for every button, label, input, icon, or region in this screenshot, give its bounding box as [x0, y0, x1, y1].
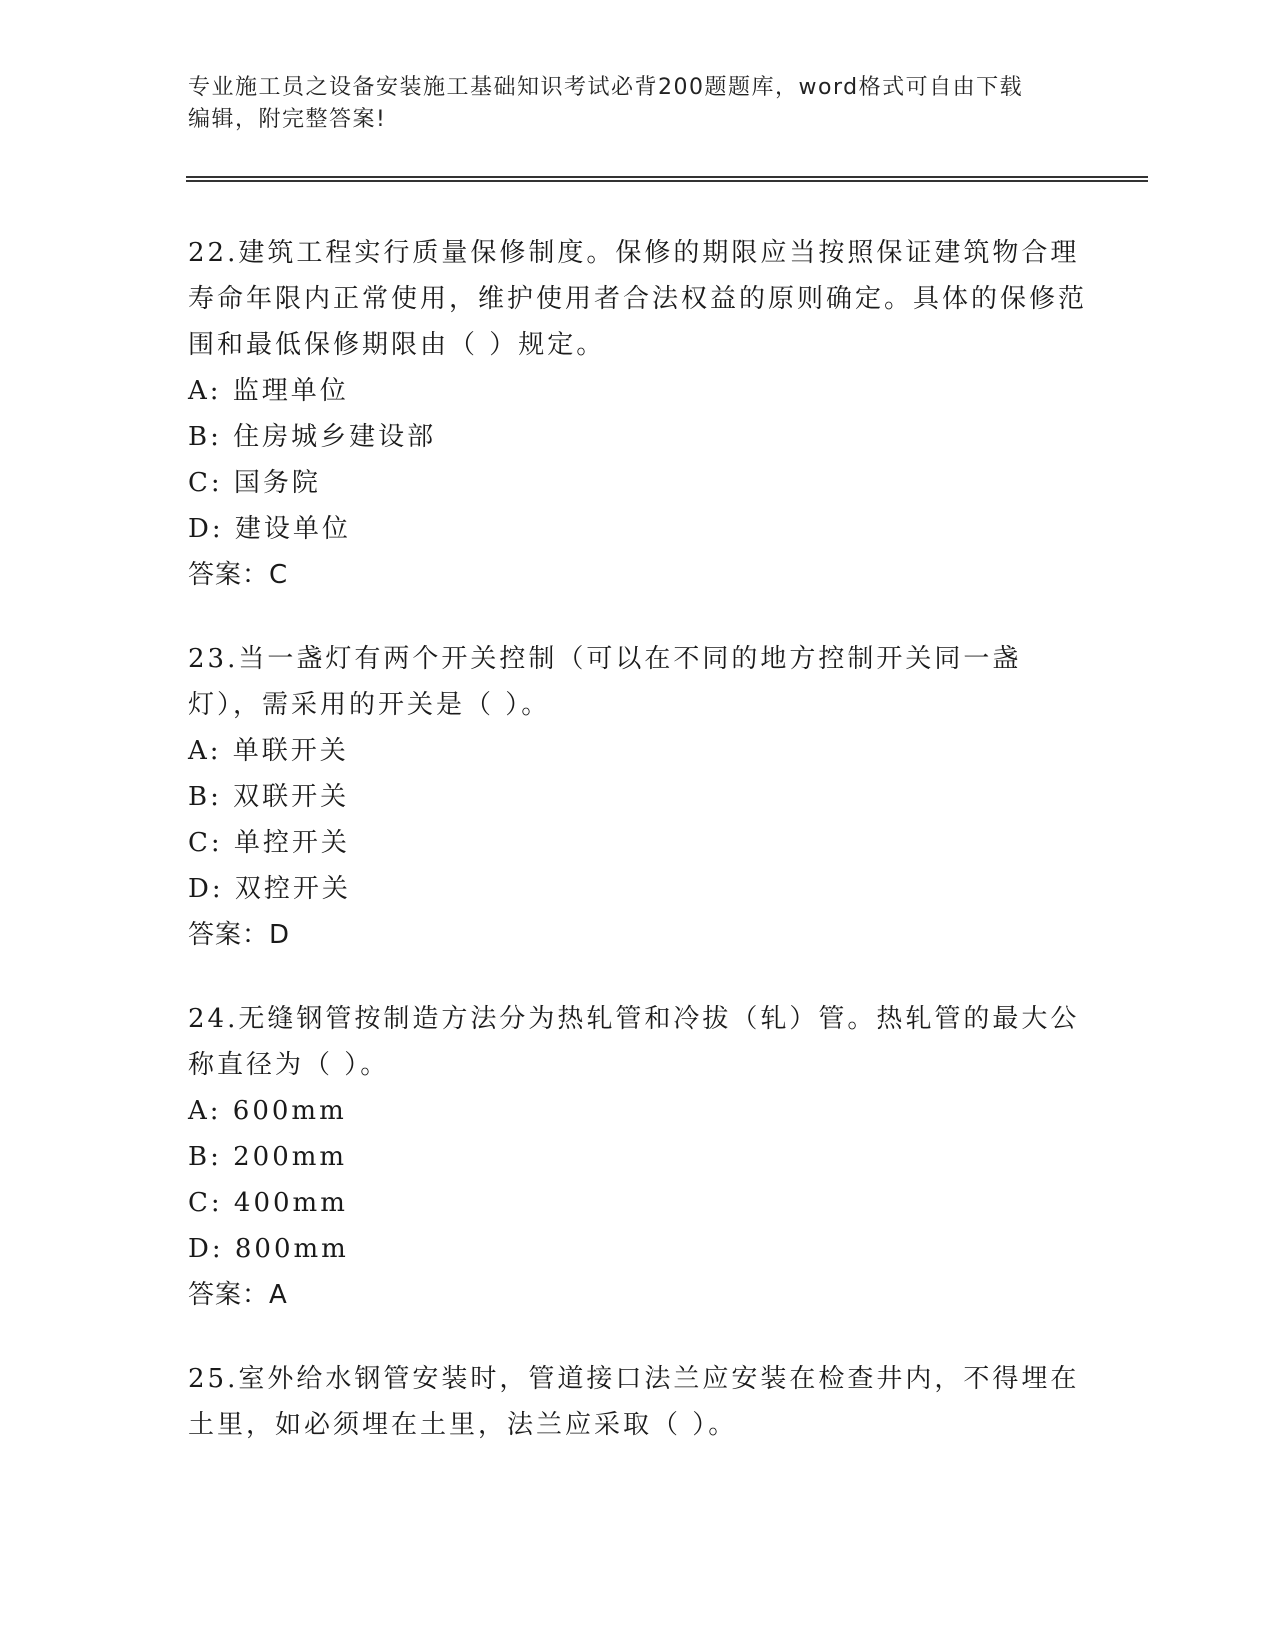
- header-divider: [186, 176, 1148, 182]
- question-24: [188, 996, 1088, 1318]
- question-text: 25.室外给水钢管安装时，管道接口法兰应安装在检查井内，不得埋在土里，如必须埋在土里，法兰应采取（ ）。: [188, 1364, 1080, 1440]
- option-a: A: 600mm: [188, 1096, 347, 1126]
- option-d: D: 建设单位: [188, 514, 351, 544]
- question-text: 23.当一盏灯有两个开关控制（可以在不同的地方控制开关同一盏灯），需采用的开关是（ ）。: [188, 644, 1022, 720]
- option-b: B: 200mm: [188, 1142, 348, 1172]
- question-23: [188, 636, 1088, 958]
- question-22: [188, 230, 1088, 598]
- option-b: B: 住房城乡建设部: [188, 422, 437, 452]
- option-a: A: 监理单位: [188, 376, 349, 406]
- question-list: [188, 230, 1088, 1486]
- option-d: D: 800mm: [188, 1234, 349, 1264]
- option-b: B: 双联开关: [188, 782, 350, 812]
- header-title-line1: 专业施工员之设备安装施工基础知识考试必背200题题库，word格式可自由下载: [188, 75, 1024, 100]
- option-c: C: 单控开关: [188, 828, 350, 858]
- header-title-line2: 编辑，附完整答案!: [188, 107, 387, 132]
- question-text: 22.建筑工程实行质量保修制度。保修的期限应当按照保证建筑物合理寿命年限内正常使用，维护使用者合法权益的原则确定。具体的保修范围和最低保修期限由（ ）规定。: [188, 238, 1088, 360]
- question-text: 24.无缝钢管按制造方法分为热轧管和冷拔（轧）管。热轧管的最大公称直径为（ ）。: [188, 1004, 1080, 1080]
- document-header: [188, 72, 1088, 136]
- answer: 答案：D: [188, 920, 291, 950]
- answer: 答案：C: [188, 560, 289, 590]
- option-c: C: 国务院: [188, 468, 321, 498]
- option-d: D: 双控开关: [188, 874, 351, 904]
- option-a: A: 单联开关: [188, 736, 349, 766]
- option-c: C: 400mm: [188, 1188, 348, 1218]
- question-25: [188, 1356, 1088, 1448]
- answer: 答案：A: [188, 1280, 288, 1310]
